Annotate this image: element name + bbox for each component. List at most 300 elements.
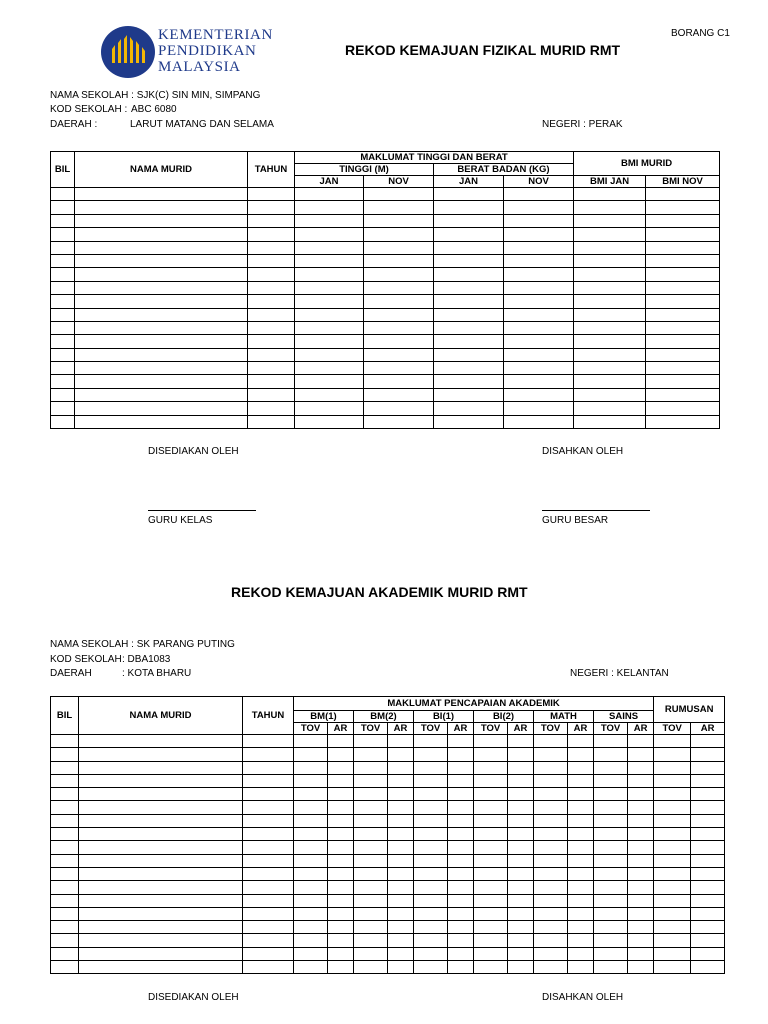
table-cell[interactable]	[448, 934, 474, 947]
table-cell[interactable]	[295, 415, 364, 428]
table-cell[interactable]	[654, 921, 691, 934]
table-cell[interactable]	[75, 295, 248, 308]
table-cell[interactable]	[388, 881, 414, 894]
table-cell[interactable]	[654, 854, 691, 867]
table-cell[interactable]	[448, 774, 474, 787]
table-cell[interactable]	[474, 801, 508, 814]
table-cell[interactable]	[474, 947, 508, 960]
table-cell[interactable]	[248, 321, 295, 334]
table-cell[interactable]	[414, 907, 448, 920]
table-cell[interactable]	[594, 961, 628, 974]
table-cell[interactable]	[354, 961, 388, 974]
table-cell[interactable]	[248, 402, 295, 415]
table-cell[interactable]	[243, 921, 294, 934]
table-cell[interactable]	[574, 362, 646, 375]
table-cell[interactable]	[79, 788, 243, 801]
table-cell[interactable]	[691, 761, 725, 774]
table-cell[interactable]	[654, 841, 691, 854]
table-cell[interactable]	[294, 788, 328, 801]
table-cell[interactable]	[448, 854, 474, 867]
table-cell[interactable]	[364, 228, 434, 241]
signature-line-guru-besar[interactable]	[542, 510, 650, 511]
table-cell[interactable]	[294, 921, 328, 934]
table-cell[interactable]	[364, 362, 434, 375]
table-cell[interactable]	[504, 321, 574, 334]
table-cell[interactable]	[474, 828, 508, 841]
table-cell[interactable]	[79, 961, 243, 974]
table-cell[interactable]	[51, 188, 75, 201]
table-cell[interactable]	[354, 934, 388, 947]
table-cell[interactable]	[434, 188, 504, 201]
table-cell[interactable]	[448, 921, 474, 934]
table-cell[interactable]	[364, 188, 434, 201]
table-cell[interactable]	[628, 854, 654, 867]
table-cell[interactable]	[646, 254, 720, 267]
table-cell[interactable]	[354, 761, 388, 774]
table-cell[interactable]	[534, 814, 568, 827]
table-cell[interactable]	[51, 828, 79, 841]
table-cell[interactable]	[568, 961, 594, 974]
table-cell[interactable]	[248, 348, 295, 361]
table-cell[interactable]	[628, 947, 654, 960]
table-cell[interactable]	[51, 375, 75, 388]
table-cell[interactable]	[328, 881, 354, 894]
table-cell[interactable]	[568, 774, 594, 787]
table-cell[interactable]	[243, 814, 294, 827]
table-cell[interactable]	[628, 934, 654, 947]
table-cell[interactable]	[294, 774, 328, 787]
table-cell[interactable]	[75, 375, 248, 388]
table-cell[interactable]	[534, 801, 568, 814]
table-cell[interactable]	[628, 961, 654, 974]
table-cell[interactable]	[654, 894, 691, 907]
table-cell[interactable]	[294, 814, 328, 827]
table-cell[interactable]	[534, 867, 568, 880]
table-cell[interactable]	[354, 907, 388, 920]
table-cell[interactable]	[79, 867, 243, 880]
table-cell[interactable]	[75, 254, 248, 267]
table-cell[interactable]	[434, 268, 504, 281]
table-cell[interactable]	[474, 814, 508, 827]
table-cell[interactable]	[295, 362, 364, 375]
table-cell[interactable]	[51, 241, 75, 254]
table-cell[interactable]	[568, 947, 594, 960]
table-cell[interactable]	[504, 335, 574, 348]
table-cell[interactable]	[364, 268, 434, 281]
table-cell[interactable]	[448, 828, 474, 841]
table-cell[interactable]	[414, 774, 448, 787]
table-cell[interactable]	[568, 907, 594, 920]
table-cell[interactable]	[295, 402, 364, 415]
table-cell[interactable]	[504, 362, 574, 375]
table-cell[interactable]	[628, 788, 654, 801]
table-cell[interactable]	[574, 388, 646, 401]
table-cell[interactable]	[646, 228, 720, 241]
table-cell[interactable]	[328, 907, 354, 920]
table-cell[interactable]	[328, 894, 354, 907]
table-cell[interactable]	[646, 415, 720, 428]
table-cell[interactable]	[568, 761, 594, 774]
table-cell[interactable]	[414, 894, 448, 907]
table-cell[interactable]	[414, 841, 448, 854]
table-cell[interactable]	[51, 362, 75, 375]
table-cell[interactable]	[534, 961, 568, 974]
table-cell[interactable]	[691, 867, 725, 880]
table-cell[interactable]	[414, 854, 448, 867]
table-cell[interactable]	[243, 947, 294, 960]
table-cell[interactable]	[51, 321, 75, 334]
table-cell[interactable]	[248, 214, 295, 227]
table-cell[interactable]	[654, 748, 691, 761]
table-cell[interactable]	[474, 907, 508, 920]
table-cell[interactable]	[354, 748, 388, 761]
table-cell[interactable]	[534, 881, 568, 894]
table-cell[interactable]	[364, 214, 434, 227]
table-cell[interactable]	[328, 961, 354, 974]
table-cell[interactable]	[248, 295, 295, 308]
table-cell[interactable]	[75, 228, 248, 241]
table-cell[interactable]	[574, 321, 646, 334]
table-cell[interactable]	[534, 828, 568, 841]
table-cell[interactable]	[51, 881, 79, 894]
table-cell[interactable]	[294, 934, 328, 947]
table-cell[interactable]	[434, 375, 504, 388]
table-cell[interactable]	[594, 894, 628, 907]
table-cell[interactable]	[628, 828, 654, 841]
table-cell[interactable]	[51, 854, 79, 867]
table-cell[interactable]	[504, 415, 574, 428]
table-cell[interactable]	[295, 214, 364, 227]
table-cell[interactable]	[691, 841, 725, 854]
table-cell[interactable]	[654, 814, 691, 827]
table-cell[interactable]	[691, 801, 725, 814]
table-cell[interactable]	[388, 854, 414, 867]
table-cell[interactable]	[646, 402, 720, 415]
table-cell[interactable]	[574, 308, 646, 321]
table-cell[interactable]	[574, 254, 646, 267]
table-cell[interactable]	[79, 801, 243, 814]
table-cell[interactable]	[328, 761, 354, 774]
table-cell[interactable]	[504, 214, 574, 227]
table-cell[interactable]	[328, 934, 354, 947]
table-cell[interactable]	[294, 761, 328, 774]
table-cell[interactable]	[75, 402, 248, 415]
table-cell[interactable]	[594, 921, 628, 934]
table-cell[interactable]	[295, 281, 364, 294]
table-cell[interactable]	[504, 228, 574, 241]
table-cell[interactable]	[691, 961, 725, 974]
table-cell[interactable]	[534, 774, 568, 787]
table-cell[interactable]	[508, 814, 534, 827]
table-cell[interactable]	[574, 201, 646, 214]
table-cell[interactable]	[508, 801, 534, 814]
table-cell[interactable]	[51, 947, 79, 960]
table-cell[interactable]	[646, 281, 720, 294]
table-cell[interactable]	[354, 867, 388, 880]
table-cell[interactable]	[574, 402, 646, 415]
table-cell[interactable]	[354, 881, 388, 894]
table-cell[interactable]	[508, 921, 534, 934]
table-cell[interactable]	[243, 907, 294, 920]
table-cell[interactable]	[654, 934, 691, 947]
table-cell[interactable]	[79, 774, 243, 787]
table-cell[interactable]	[328, 774, 354, 787]
table-cell[interactable]	[388, 761, 414, 774]
table-cell[interactable]	[294, 828, 328, 841]
table-cell[interactable]	[248, 228, 295, 241]
table-cell[interactable]	[691, 735, 725, 748]
table-cell[interactable]	[51, 268, 75, 281]
table-cell[interactable]	[75, 188, 248, 201]
table-cell[interactable]	[504, 348, 574, 361]
table-cell[interactable]	[534, 921, 568, 934]
table-cell[interactable]	[654, 735, 691, 748]
table-cell[interactable]	[79, 947, 243, 960]
table-cell[interactable]	[79, 934, 243, 947]
table-cell[interactable]	[628, 907, 654, 920]
table-cell[interactable]	[51, 814, 79, 827]
table-cell[interactable]	[79, 735, 243, 748]
table-cell[interactable]	[414, 748, 448, 761]
table-cell[interactable]	[51, 907, 79, 920]
table-cell[interactable]	[51, 281, 75, 294]
table-cell[interactable]	[354, 735, 388, 748]
table-cell[interactable]	[243, 761, 294, 774]
table-cell[interactable]	[75, 241, 248, 254]
table-cell[interactable]	[295, 335, 364, 348]
table-cell[interactable]	[628, 774, 654, 787]
table-cell[interactable]	[434, 308, 504, 321]
table-cell[interactable]	[79, 761, 243, 774]
table-cell[interactable]	[646, 375, 720, 388]
table-cell[interactable]	[388, 735, 414, 748]
table-cell[interactable]	[594, 814, 628, 827]
table-cell[interactable]	[691, 828, 725, 841]
table-cell[interactable]	[568, 814, 594, 827]
table-cell[interactable]	[388, 748, 414, 761]
table-cell[interactable]	[51, 402, 75, 415]
table-cell[interactable]	[354, 801, 388, 814]
table-cell[interactable]	[534, 894, 568, 907]
table-cell[interactable]	[354, 894, 388, 907]
table-cell[interactable]	[388, 788, 414, 801]
table-cell[interactable]	[434, 201, 504, 214]
table-cell[interactable]	[504, 241, 574, 254]
table-cell[interactable]	[364, 295, 434, 308]
table-cell[interactable]	[243, 854, 294, 867]
table-cell[interactable]	[654, 828, 691, 841]
table-cell[interactable]	[75, 348, 248, 361]
table-cell[interactable]	[294, 961, 328, 974]
table-cell[interactable]	[594, 735, 628, 748]
table-cell[interactable]	[354, 828, 388, 841]
table-cell[interactable]	[364, 388, 434, 401]
table-cell[interactable]	[448, 788, 474, 801]
table-cell[interactable]	[248, 388, 295, 401]
table-cell[interactable]	[434, 335, 504, 348]
table-cell[interactable]	[448, 947, 474, 960]
table-cell[interactable]	[594, 788, 628, 801]
table-cell[interactable]	[248, 415, 295, 428]
table-cell[interactable]	[414, 828, 448, 841]
table-cell[interactable]	[504, 281, 574, 294]
table-cell[interactable]	[691, 814, 725, 827]
table-cell[interactable]	[534, 788, 568, 801]
table-cell[interactable]	[646, 188, 720, 201]
table-cell[interactable]	[691, 854, 725, 867]
table-cell[interactable]	[364, 402, 434, 415]
table-cell[interactable]	[654, 947, 691, 960]
table-cell[interactable]	[654, 788, 691, 801]
table-cell[interactable]	[79, 894, 243, 907]
table-cell[interactable]	[295, 254, 364, 267]
table-cell[interactable]	[295, 375, 364, 388]
table-cell[interactable]	[354, 921, 388, 934]
table-cell[interactable]	[691, 788, 725, 801]
table-cell[interactable]	[248, 241, 295, 254]
table-cell[interactable]	[474, 881, 508, 894]
table-cell[interactable]	[534, 761, 568, 774]
table-cell[interactable]	[574, 241, 646, 254]
table-cell[interactable]	[534, 907, 568, 920]
table-cell[interactable]	[388, 934, 414, 947]
table-cell[interactable]	[248, 335, 295, 348]
table-cell[interactable]	[534, 934, 568, 947]
table-cell[interactable]	[504, 188, 574, 201]
table-cell[interactable]	[654, 881, 691, 894]
table-cell[interactable]	[295, 228, 364, 241]
table-cell[interactable]	[51, 801, 79, 814]
table-cell[interactable]	[594, 907, 628, 920]
table-cell[interactable]	[51, 748, 79, 761]
table-cell[interactable]	[79, 814, 243, 827]
table-cell[interactable]	[448, 814, 474, 827]
table-cell[interactable]	[646, 214, 720, 227]
table-cell[interactable]	[243, 841, 294, 854]
table-cell[interactable]	[568, 894, 594, 907]
table-cell[interactable]	[654, 961, 691, 974]
table-cell[interactable]	[388, 907, 414, 920]
table-cell[interactable]	[388, 867, 414, 880]
table-cell[interactable]	[574, 335, 646, 348]
table-cell[interactable]	[354, 841, 388, 854]
table-cell[interactable]	[51, 295, 75, 308]
table-cell[interactable]	[594, 774, 628, 787]
table-cell[interactable]	[474, 894, 508, 907]
table-cell[interactable]	[508, 947, 534, 960]
table-cell[interactable]	[295, 388, 364, 401]
table-cell[interactable]	[448, 761, 474, 774]
table-cell[interactable]	[646, 362, 720, 375]
table-cell[interactable]	[646, 348, 720, 361]
table-cell[interactable]	[295, 268, 364, 281]
table-cell[interactable]	[474, 774, 508, 787]
table-cell[interactable]	[51, 254, 75, 267]
table-cell[interactable]	[691, 748, 725, 761]
table-cell[interactable]	[568, 828, 594, 841]
table-cell[interactable]	[294, 801, 328, 814]
table-cell[interactable]	[414, 867, 448, 880]
table-cell[interactable]	[434, 281, 504, 294]
table-cell[interactable]	[75, 201, 248, 214]
table-cell[interactable]	[294, 867, 328, 880]
table-cell[interactable]	[474, 921, 508, 934]
table-cell[interactable]	[448, 907, 474, 920]
table-cell[interactable]	[568, 841, 594, 854]
table-cell[interactable]	[691, 881, 725, 894]
table-cell[interactable]	[364, 308, 434, 321]
table-cell[interactable]	[248, 281, 295, 294]
table-cell[interactable]	[508, 881, 534, 894]
table-cell[interactable]	[328, 854, 354, 867]
table-cell[interactable]	[295, 308, 364, 321]
table-cell[interactable]	[414, 947, 448, 960]
table-cell[interactable]	[243, 867, 294, 880]
table-cell[interactable]	[594, 881, 628, 894]
table-cell[interactable]	[354, 947, 388, 960]
table-cell[interactable]	[295, 295, 364, 308]
table-cell[interactable]	[51, 961, 79, 974]
table-cell[interactable]	[646, 308, 720, 321]
table-cell[interactable]	[691, 934, 725, 947]
table-cell[interactable]	[508, 841, 534, 854]
table-cell[interactable]	[628, 761, 654, 774]
table-cell[interactable]	[51, 348, 75, 361]
table-cell[interactable]	[474, 788, 508, 801]
table-cell[interactable]	[388, 774, 414, 787]
table-cell[interactable]	[504, 201, 574, 214]
table-cell[interactable]	[364, 201, 434, 214]
table-cell[interactable]	[51, 308, 75, 321]
table-cell[interactable]	[654, 801, 691, 814]
table-cell[interactable]	[75, 362, 248, 375]
table-cell[interactable]	[364, 254, 434, 267]
table-cell[interactable]	[243, 748, 294, 761]
table-cell[interactable]	[414, 814, 448, 827]
table-cell[interactable]	[294, 894, 328, 907]
table-cell[interactable]	[691, 774, 725, 787]
table-cell[interactable]	[388, 801, 414, 814]
table-cell[interactable]	[434, 295, 504, 308]
table-cell[interactable]	[248, 254, 295, 267]
table-cell[interactable]	[328, 748, 354, 761]
table-cell[interactable]	[434, 415, 504, 428]
table-cell[interactable]	[414, 961, 448, 974]
table-cell[interactable]	[594, 947, 628, 960]
table-cell[interactable]	[594, 841, 628, 854]
table-cell[interactable]	[295, 348, 364, 361]
table-cell[interactable]	[628, 801, 654, 814]
table-cell[interactable]	[75, 214, 248, 227]
table-cell[interactable]	[448, 735, 474, 748]
table-cell[interactable]	[328, 921, 354, 934]
table-cell[interactable]	[646, 201, 720, 214]
table-cell[interactable]	[508, 961, 534, 974]
table-cell[interactable]	[51, 388, 75, 401]
table-cell[interactable]	[364, 321, 434, 334]
table-cell[interactable]	[448, 881, 474, 894]
table-cell[interactable]	[388, 947, 414, 960]
table-cell[interactable]	[75, 415, 248, 428]
table-cell[interactable]	[574, 188, 646, 201]
table-cell[interactable]	[508, 907, 534, 920]
table-cell[interactable]	[295, 188, 364, 201]
table-cell[interactable]	[646, 335, 720, 348]
table-cell[interactable]	[568, 801, 594, 814]
table-cell[interactable]	[243, 894, 294, 907]
table-cell[interactable]	[504, 375, 574, 388]
table-cell[interactable]	[388, 894, 414, 907]
